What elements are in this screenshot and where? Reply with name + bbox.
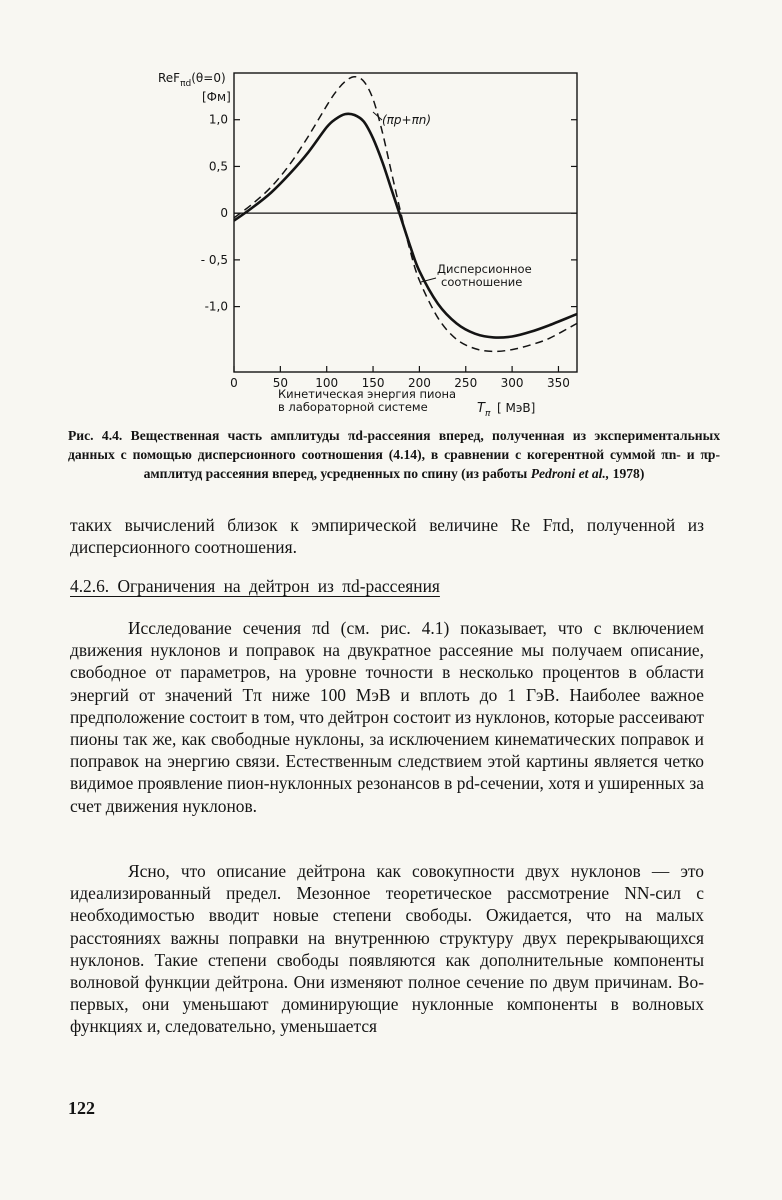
x-axis-label: Кинетическая энергия пиона xyxy=(278,387,457,401)
x-tick-label: 50 xyxy=(272,376,288,390)
y-axis-label: ReF$_{\pi d}$(θ=0) xyxy=(158,71,226,89)
y-tick-label: 0 xyxy=(220,206,228,221)
page-number: 122 xyxy=(68,1098,95,1118)
x-axis-label-2: в лабораторной системе xyxy=(278,400,428,414)
x-tick-label: 0 xyxy=(230,376,238,390)
body-paragraph-2: Ясно, что описание дейтрона как совокупности двух нуклонов — это идеализированный предел. Мезонное теоретическое рассмотрение NN-сил с необходимостью вводит новые степени свободы. Ожидается, что на малых расстояниях важны поправки на внутреннюю структуру двух перекрывающихся нуклонов. Такие степени свободы появляются как дополнительные компоненты волновой функции дейтрона. Они изменяют полное сечение по двум причинам. Во-первых, они уменьшают доминирующие нуклонные компоненты в волновых функциях и, следовательно, уменьшается xyxy=(70,861,704,1037)
x-axis-unit: [ МэВ] xyxy=(497,401,536,415)
x-tick-label: 150 xyxy=(361,376,385,390)
dashed-series-label: (πp+πn) xyxy=(382,113,432,127)
intro-paragraph: таких вычислений близок к эмпирической величине Re Fπd, полученной из дисперсионного соотношения. xyxy=(70,515,704,558)
x-tick-label: 350 xyxy=(547,376,570,390)
solid-series-label-2: соотношение xyxy=(441,275,523,289)
chart-svg xyxy=(150,60,590,420)
x-tick-label: 100 xyxy=(315,376,339,390)
body-paragraph-1: Исследование сечения πd (см. рис. 4.1) показывает, что с включением движения нуклонов и поправок на двукратное рассеяние мы получаем описание, свободное от параметров, на уровне точности в несколько процентов в области энергий от значений Tπ ниже 100 МэВ и вплоть до 1 ГэВ. Наиболее важное предположение состоит в том, что дейтрон состоит из нуклонов, которые рассеивают пионы так же, как свободные нуклоны, за исключением кинематических поправок и поправок на энергию связи. Естественным следствием этой картины является четко видимое проявление пион-нуклонных резонансов в pd-сечении, хотя и уширенных за счет движения нуклонов. xyxy=(70,618,704,816)
figure-caption xyxy=(68,426,720,483)
caption-text: Вещественная часть амплитуды πd-рассеяния вперед, полученная из экспериментальных данных с помощью дисперсионного соотношения (4.14), в сравнении с когерентной суммой πn- и πp-амплитуд рассеяния вперед, усредненных по спину (из работы xyxy=(68,428,720,481)
section-heading: 4.2.6. Ограничения на дейтрон из πd-рассеяния xyxy=(70,576,440,596)
y-tick-label: -1,0 xyxy=(204,299,228,314)
x-tick-label: 200 xyxy=(407,376,431,390)
caption-prefix: Рис. 4.4. xyxy=(68,428,123,443)
x-axis-symbol: $T_\pi$ xyxy=(477,401,491,419)
y-tick-label: - 0,5 xyxy=(200,252,228,267)
series-line-solid xyxy=(234,114,577,338)
caption-citation: Pedroni et al., xyxy=(530,466,610,481)
y-axis-unit: [Фм] xyxy=(202,90,231,104)
solid-series-label: Дисперсионное xyxy=(437,262,532,276)
figure-4-4 xyxy=(150,60,590,420)
x-tick-label: 250 xyxy=(454,376,478,390)
y-tick-label: 1,0 xyxy=(208,112,228,127)
caption-year: 1978) xyxy=(612,466,645,481)
x-tick-label: 300 xyxy=(500,376,524,390)
dashed-label-leader xyxy=(373,112,382,120)
y-tick-label: 0,5 xyxy=(208,159,228,174)
